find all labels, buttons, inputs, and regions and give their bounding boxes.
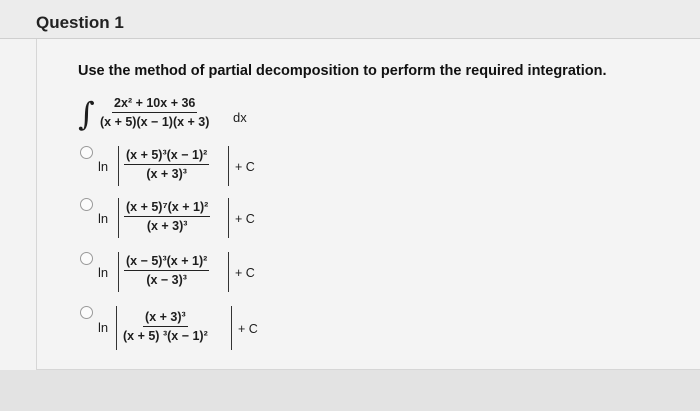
option-numerator: (x + 3)³ [143,310,188,327]
option-numerator: (x + 5)³(x − 1)² [124,148,209,165]
ln-label: ln [98,265,109,280]
option-numerator: (x + 5)⁷(x + 1)² [124,200,210,217]
radio-button[interactable] [80,146,93,159]
option-fraction [124,254,209,287]
abs-bar-right [228,198,229,238]
answer-option-4[interactable] [78,306,338,356]
constant-label: + C [235,160,255,174]
question-prompt: Use the method of partial decomposition to perform the required integration. [78,63,607,79]
integrand-numerator: 2x² + 10x + 36 [112,96,197,113]
integral-expression [78,96,278,142]
answer-option-2[interactable] [78,198,338,248]
integrand-fraction [98,96,211,129]
constant-label: + C [235,266,255,280]
dx-label: dx [233,110,247,125]
abs-bar-right [231,306,232,350]
option-numerator: (x − 5)³(x + 1)² [124,254,209,271]
radio-button[interactable] [80,198,93,211]
abs-bar-left [118,146,119,186]
option-fraction [121,310,210,343]
option-denominator: (x + 3)³ [146,167,187,181]
radio-button[interactable] [80,306,93,319]
abs-bar-right [228,252,229,292]
question-header [0,0,700,39]
option-fraction [124,200,210,233]
radio-button[interactable] [80,252,93,265]
answer-option-1[interactable] [78,146,338,196]
abs-bar-left [118,198,119,238]
integrand-denominator: (x + 5)(x − 1)(x + 3) [100,115,210,129]
option-denominator: (x − 3)³ [146,273,187,287]
integral-sign: ∫ [78,95,95,133]
abs-bar-left [116,306,117,350]
question-title: Question 1 [36,13,124,32]
constant-label: + C [238,322,258,336]
abs-bar-left [118,252,119,292]
ln-label: ln [98,320,109,335]
option-denominator: (x + 5) ³(x − 1)² [123,329,208,343]
answer-option-3[interactable] [78,252,338,302]
option-denominator: (x + 3)³ [146,219,188,233]
abs-bar-right [228,146,229,186]
ln-label: ln [98,211,109,226]
bottom-area [0,370,700,411]
ln-label: ln [98,159,109,174]
constant-label: + C [235,212,255,226]
option-fraction [124,148,209,181]
